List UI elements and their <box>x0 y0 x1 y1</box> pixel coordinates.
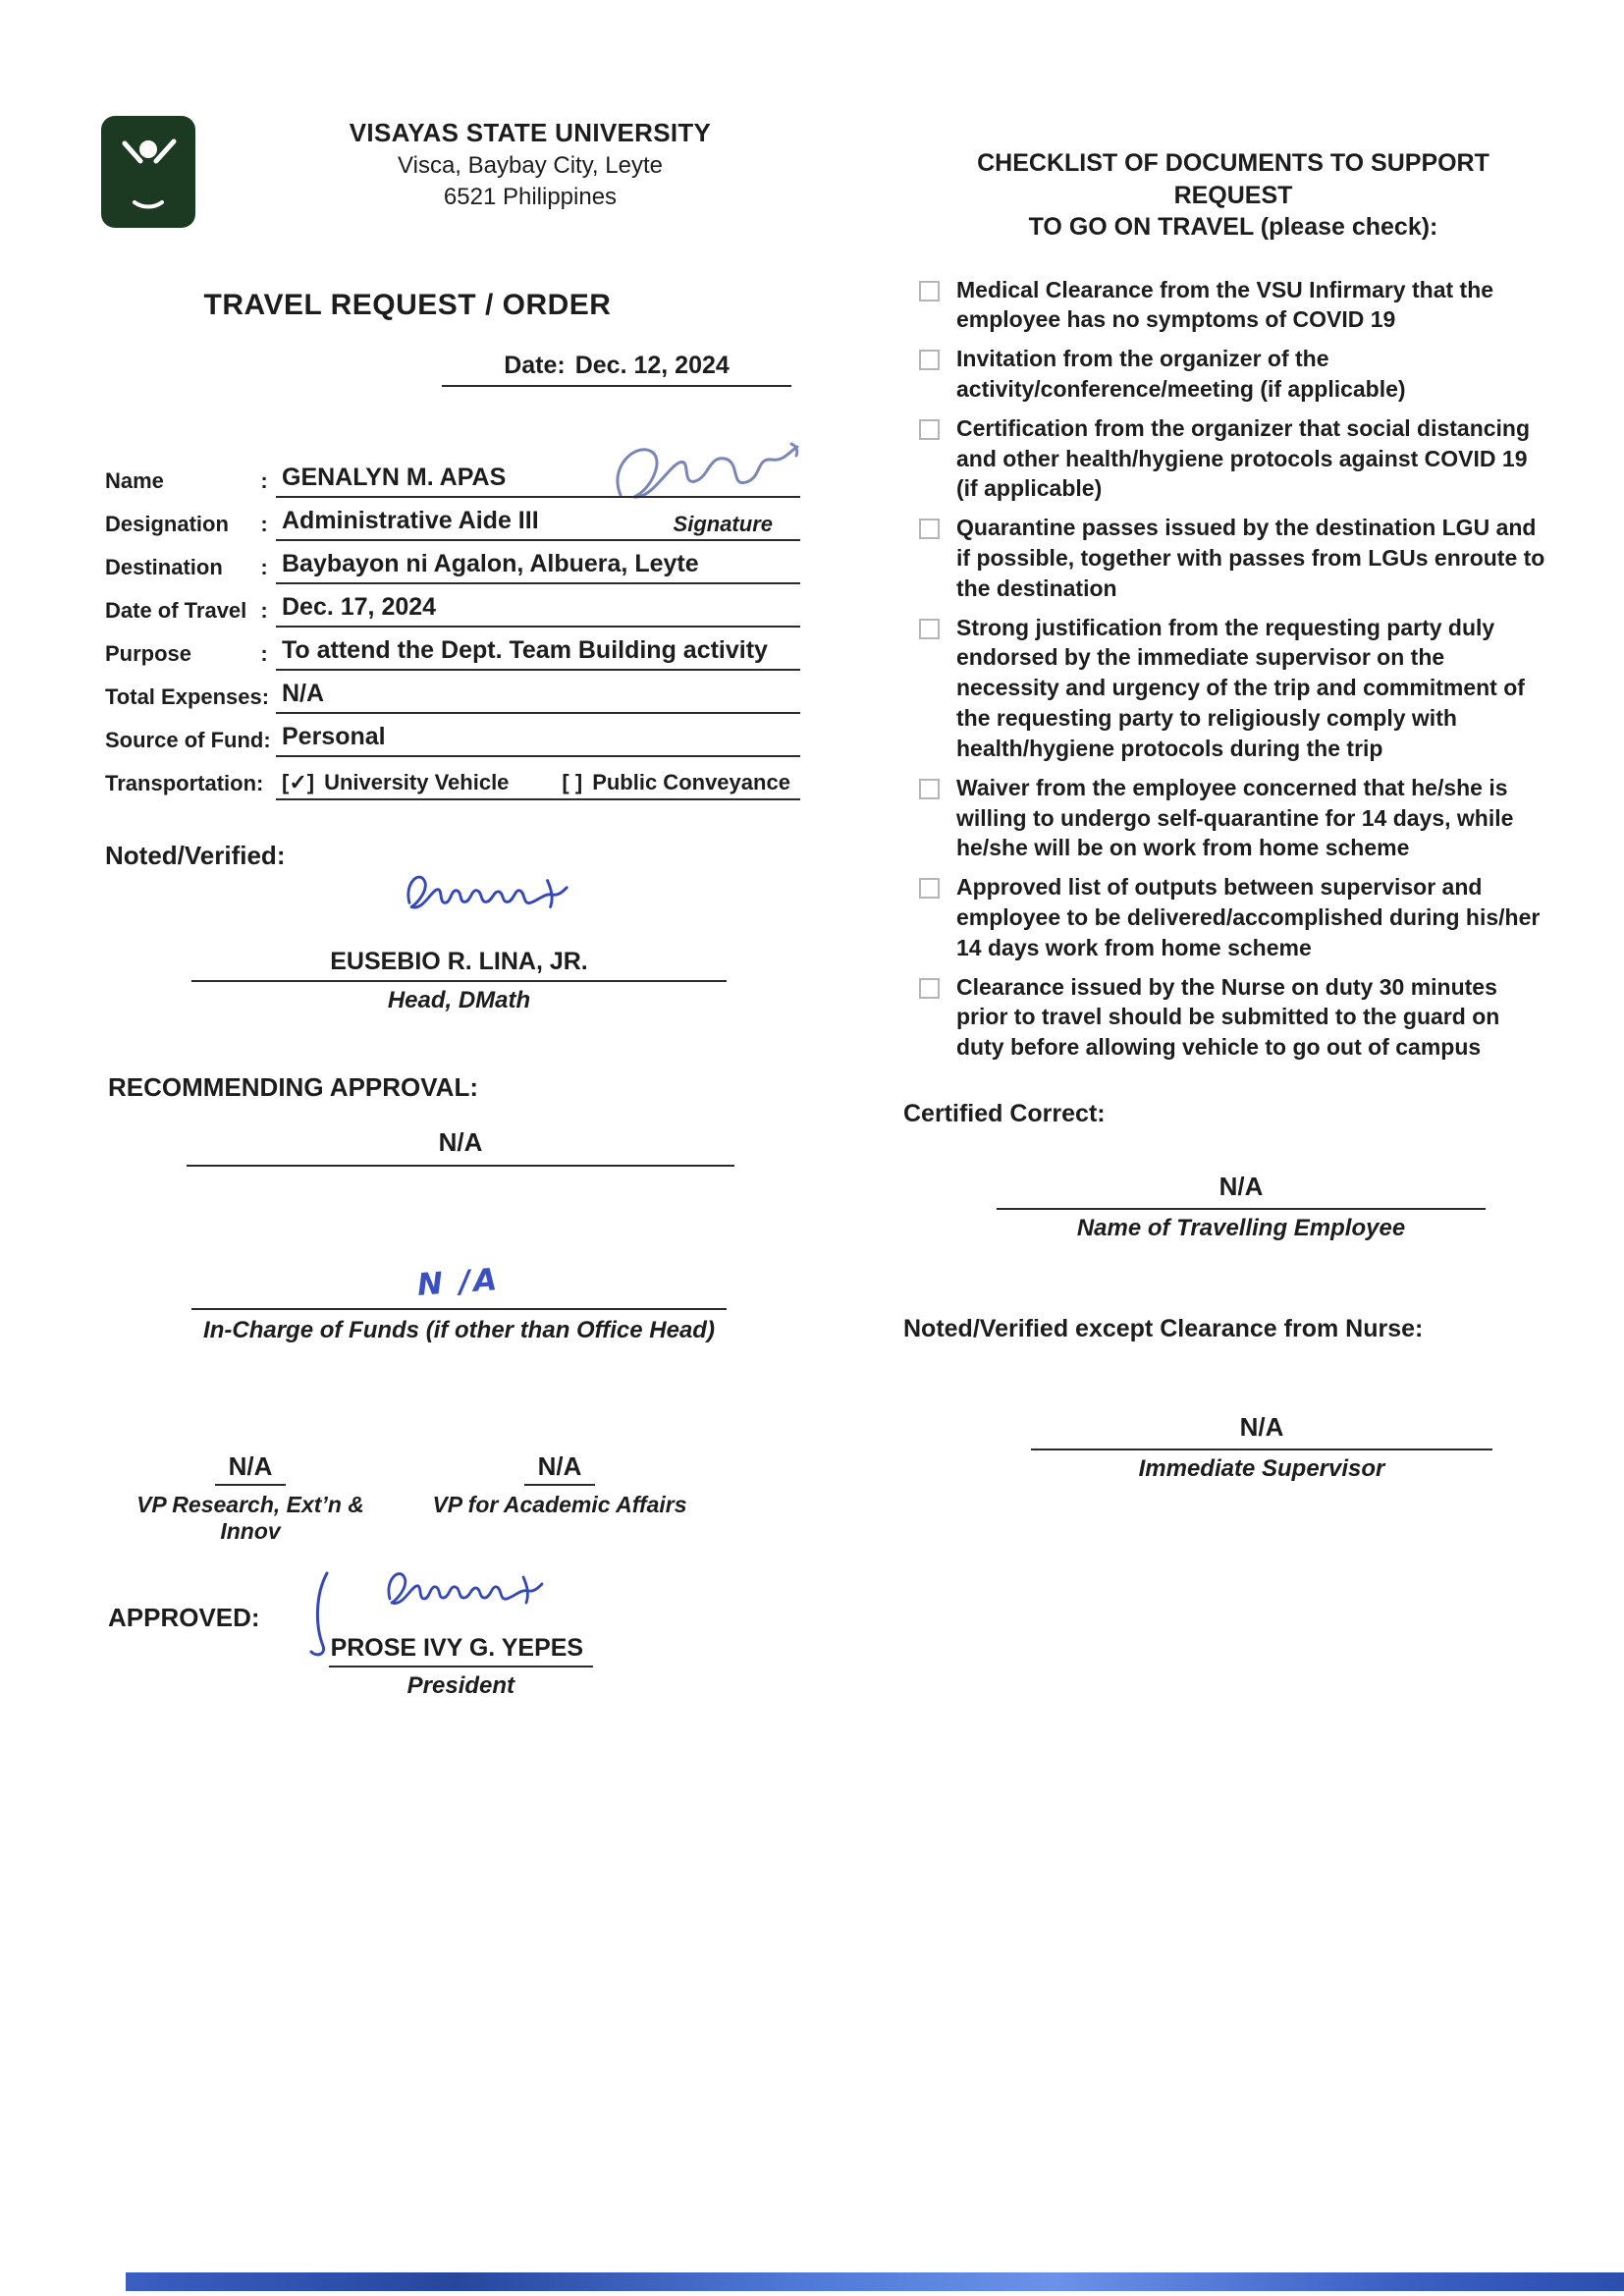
form-row-transportation <box>105 766 800 800</box>
field-colon: : <box>260 468 268 493</box>
signature-caption: Signature <box>673 512 773 536</box>
checklist-item-text: Medical Clearance from the VSU Infirmary that the employee has no symptoms of COVID 19 <box>956 276 1494 333</box>
purpose-field-value: To attend the Dept. Team Building activity <box>276 636 800 671</box>
checklist-item <box>919 613 1549 764</box>
recommending-approval-label: RECOMMENDING APPROVAL: <box>108 1072 478 1102</box>
form-row-destination <box>105 550 800 584</box>
vp-research-label: VP Research, Ext’n & Innov <box>136 1492 364 1544</box>
public-conveyance-checkbox[interactable]: [ ] <box>562 770 583 794</box>
approved-label: APPROVED: <box>108 1603 260 1632</box>
field-label: Transportation: <box>105 771 264 795</box>
certified-correct-label: Certified Correct: <box>903 1100 1106 1127</box>
checkbox-icon[interactable] <box>919 779 940 799</box>
field-label: Total Expenses: <box>105 684 270 709</box>
field-colon <box>252 710 276 714</box>
checklist-item-text: Invitation from the organizer of the activity/conference/meeting (if applicable) <box>956 346 1406 402</box>
vp-academic-label: VP for Academic Affairs <box>432 1492 687 1517</box>
checklist-item <box>919 872 1549 962</box>
checklist-item-text: Strong justification from the requesting party duly endorsed by the immediate supervisor on the necessity and urgency of the trip and commitment of the requesting party to religiously comply with health/hygiene protocols during the trip <box>956 614 1525 761</box>
noted-except-clearance-label: Noted/Verified except Clearance from Nurse: <box>903 1315 1424 1342</box>
public-conveyance-label: Public Conveyance <box>592 770 790 794</box>
checklist-item <box>919 972 1549 1063</box>
checkbox-icon[interactable] <box>919 519 940 539</box>
total-expenses-field-value: N/A <box>276 680 800 714</box>
checklist-item <box>919 344 1549 405</box>
field-colon: : <box>260 555 268 579</box>
in-charge-signature-line <box>191 1262 727 1310</box>
checklist-heading-line2: TO GO ON TRAVEL (please check): <box>1028 213 1438 241</box>
form-row-purpose <box>105 636 800 671</box>
field-colon: : <box>260 512 268 536</box>
form-row-name <box>105 464 800 498</box>
checklist-item <box>919 773 1549 863</box>
date-of-travel-field-value: Dec. 17, 2024 <box>276 593 800 628</box>
approved-row <box>108 1603 736 1700</box>
date-label: Date: <box>504 352 566 379</box>
date-line <box>442 352 791 387</box>
immediate-supervisor-label: Immediate Supervisor <box>1138 1455 1385 1482</box>
scan-edge-blue-strip <box>126 2272 1624 2291</box>
checklist-item-text: Clearance issued by the Nurse on duty 30 minutes prior to travel should be submitted to the guard on duty before allowing vehicle to go out of campus <box>956 973 1500 1061</box>
approved-section <box>108 1603 736 1700</box>
vp-research-value: N/A <box>215 1451 287 1486</box>
field-label: Designation <box>105 512 229 536</box>
field-label: Name <box>105 468 164 493</box>
in-charge-label: In-Charge of Funds (if other than Office Head) <box>203 1317 715 1343</box>
travel-request-form <box>105 464 800 809</box>
designation-text: Administrative Aide III <box>282 507 539 534</box>
address-line-2: 6521 Philippines <box>443 184 618 210</box>
recommending-approval-value: N/A <box>187 1127 734 1167</box>
president-signature-block <box>329 1603 594 1700</box>
immediate-supervisor-block <box>1031 1412 1492 1483</box>
immediate-supervisor-value: N/A <box>1031 1412 1492 1450</box>
form-row-designation <box>105 507 800 541</box>
in-charge-handwritten-na: N /A <box>416 1262 502 1303</box>
field-colon <box>252 753 276 757</box>
checklist-heading <box>903 147 1549 244</box>
checkbox-icon[interactable] <box>919 419 940 440</box>
address-line-1: Visca, Baybay City, Leyte <box>398 152 663 179</box>
checklist-column <box>903 147 1549 1483</box>
checklist-item-text: Waiver from the employee concerned that he/she is willing to undergo self-quarantine for 14 days, while he/she will be on work from home scheme <box>956 774 1514 861</box>
document-title: TRAVEL REQUEST / ORDER <box>203 289 612 321</box>
destination-field-value: Baybayon ni Agalon, Albuera, Leyte <box>276 550 800 584</box>
source-of-fund-field-value: Personal <box>276 723 800 757</box>
head-signature-icon <box>390 862 581 923</box>
designation-field-value <box>276 507 800 541</box>
checkbox-icon[interactable] <box>919 281 940 301</box>
noted-verified-label: Noted/Verified: <box>105 841 286 870</box>
form-row-source-of-fund <box>105 723 800 757</box>
checklist-heading-line1: CHECKLIST OF DOCUMENTS TO SUPPORT REQUEST <box>977 149 1489 209</box>
checklist-item-text: Approved list of outputs between supervisor and employee to be delivered/accomplished during his/her 14 days work from home scheme <box>956 874 1541 960</box>
checkbox-icon[interactable] <box>919 619 940 639</box>
checklist-item <box>919 513 1549 603</box>
university-vehicle-checkbox[interactable]: [✓] <box>282 770 315 794</box>
travelling-employee-label: Name of Travelling Employee <box>1076 1215 1406 1241</box>
travelling-employee-value: N/A <box>997 1172 1486 1210</box>
checklist-items <box>903 275 1549 1064</box>
date-value: Dec. 12, 2024 <box>574 352 730 379</box>
transportation-field-value <box>276 766 800 800</box>
field-colon: : <box>260 598 268 623</box>
vsu-logo-icon <box>101 116 195 228</box>
field-label: Date of Travel <box>105 598 247 623</box>
checkbox-icon[interactable] <box>919 350 940 370</box>
checkbox-icon[interactable] <box>919 978 940 999</box>
vp-academic-column <box>393 1451 727 1545</box>
vp-academic-value: N/A <box>524 1451 596 1486</box>
noted-by-name: EUSEBIO R. LINA, JR. <box>191 948 727 982</box>
vp-approvals-row <box>108 1451 736 1545</box>
university-name: VISAYAS STATE UNIVERSITY <box>349 118 712 147</box>
field-label: Source of Fund: <box>105 728 271 752</box>
letterhead <box>314 118 746 211</box>
approved-title: President <box>406 1672 515 1699</box>
university-logo <box>101 116 195 228</box>
checklist-item <box>919 413 1549 504</box>
field-label: Destination <box>105 555 223 579</box>
noted-verified-section <box>105 841 800 1014</box>
in-charge-of-funds-section <box>191 1262 727 1344</box>
approved-name: PROSE IVY G. YEPES <box>329 1634 594 1667</box>
checklist-item-text: Quarantine passes issued by the destination LGU and if possible, together with passes from LGUs enroute to the destination <box>956 515 1545 601</box>
form-row-total-expenses <box>105 680 800 714</box>
field-colon: : <box>260 641 268 666</box>
university-vehicle-label: University Vehicle <box>324 770 510 794</box>
checkbox-icon[interactable] <box>919 878 940 899</box>
noted-by-title: Head, DMath <box>387 987 531 1013</box>
checklist-item-text: Certification from the organizer that social distancing and other health/hygiene protocols against COVID 19 (if applicable) <box>956 414 1531 502</box>
checklist-item <box>919 275 1549 336</box>
name-field-value: GENALYN M. APAS <box>276 464 800 498</box>
field-label: Purpose <box>105 641 192 666</box>
form-row-date-of-travel <box>105 593 800 628</box>
vp-research-column <box>108 1451 393 1545</box>
field-colon <box>252 796 276 800</box>
travelling-employee-block <box>997 1172 1486 1242</box>
